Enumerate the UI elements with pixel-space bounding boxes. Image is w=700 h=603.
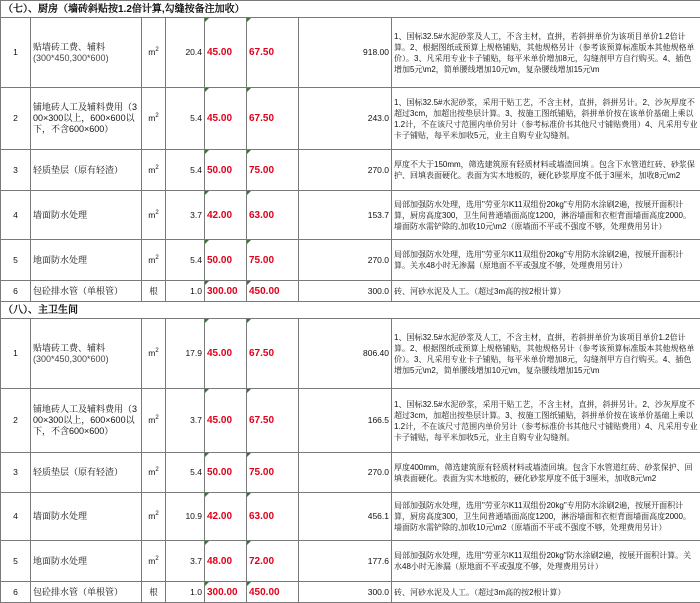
section-title: （八）、主卫生间 [1, 302, 700, 319]
total-cell[interactable]: 300.0 [299, 281, 392, 302]
quantity-cell[interactable]: 5.4 [166, 453, 205, 493]
marked-price-cell[interactable]: 63.00 [247, 493, 299, 541]
unit-superscript: 2 [155, 511, 158, 517]
marked-price-cell[interactable]: 67.50 [247, 319, 299, 389]
item-name-cell[interactable] [31, 389, 142, 453]
item-number-cell[interactable]: 4 [1, 191, 31, 240]
unit-text: m [148, 210, 155, 220]
item-name: 贴墙砖工费、辅料 [33, 42, 105, 52]
unit-text: m [148, 255, 155, 265]
unit-cell[interactable] [142, 582, 166, 603]
marked-price-cell[interactable]: 75.00 [247, 240, 299, 281]
remarks-cell[interactable]: 1、国标32.5#水泥砂浆，采用干贴工艺，不含主材，直拼，斜拼另计。2、沙灰厚度不超过3cm，加超出按垫层计算。3、按施工图纸铺贴，斜拼单价按在该单价基础上乘以1.2计，不在该尺寸范围内单价另计（参考标准价书其他尺寸铺贴费用）4、凡采用专业卡子铺贴，每平米加收5元，业主自购专业勾缝剂。 [392, 88, 700, 150]
unit-cell[interactable] [142, 18, 166, 88]
unit-cell[interactable] [142, 493, 166, 541]
quantity-cell[interactable]: 3.7 [166, 191, 205, 240]
unit-superscript: 2 [155, 348, 158, 354]
unit-superscript: 2 [155, 47, 158, 53]
total-cell[interactable]: 243.0 [299, 88, 392, 150]
table-row[interactable] [1, 88, 700, 150]
unit-price-cell[interactable]: 42.00 [205, 191, 247, 240]
item-name: 墙面防水处理 [33, 511, 87, 521]
marked-price-cell[interactable]: 450.00 [247, 281, 299, 302]
remarks-cell[interactable]: 1、国标32.5#水泥砂浆及人工，不含主材，直拼，若斜拼单价为该项目单价1.2倍计算。2、根据图纸或预算上规格铺贴，其他规格另计（参考该预算标准版本其他规格单价）。3、凡采用专业卡子铺贴，每平米单价增加8元，勾缝剂甲方自行购买。4、插色增加5元\m2，简单腰线增加10元\m，复杂腰线增加15元\m [392, 18, 700, 88]
section-title: （七）、厨房（墙砖斜贴按1.2倍计算,勾缝按备注加收） [1, 1, 700, 18]
unit-text: m [148, 415, 155, 425]
item-name: 地面防水处理 [33, 255, 87, 265]
table-row[interactable] [1, 319, 700, 389]
table-row[interactable] [1, 240, 700, 281]
item-name: 铺地砖人工及辅料费用（300×300以上，600×600以下，不含600×600） [33, 102, 137, 134]
unit-superscript: 2 [155, 467, 158, 473]
total-cell[interactable]: 300.0 [299, 582, 392, 603]
item-number-cell[interactable]: 4 [1, 493, 31, 541]
unit-price-cell[interactable]: 48.00 [205, 541, 247, 582]
unit-cell[interactable] [142, 150, 166, 191]
unit-price-cell[interactable]: 45.00 [205, 319, 247, 389]
quantity-cell[interactable]: 1.0 [166, 281, 205, 302]
item-name-cell[interactable] [31, 582, 142, 603]
unit-price-cell[interactable]: 45.00 [205, 88, 247, 150]
unit-text: 根 [149, 286, 158, 296]
remarks-cell[interactable]: 局部加强防水处理，选用"劳亚尔K11双组份20kg"专用防水涂刷2遍，按展开面积计算。关水48小时无渗漏（原地面不平或强度不够，处理费用另计） [392, 240, 700, 281]
unit-superscript: 2 [155, 113, 158, 119]
marked-price-cell[interactable]: 67.50 [247, 389, 299, 453]
quantity-cell[interactable]: 5.4 [166, 88, 205, 150]
quantity-cell[interactable]: 1.0 [166, 582, 205, 603]
unit-text: m [148, 47, 155, 57]
unit-cell[interactable] [142, 389, 166, 453]
quote-table-body [1, 1, 700, 603]
quantity-cell[interactable]: 5.4 [166, 150, 205, 191]
remarks-cell[interactable]: 厚度400mm，筛选建筑原有轻质材料或墙渣回填。包含下水管道红砖、砂浆保护、回填表面硬化。表面为实木地板的，硬化砂浆厚度不低于3厘米，加收8元\m2 [392, 453, 700, 493]
item-name-cell[interactable] [31, 281, 142, 302]
unit-text: 根 [149, 587, 158, 597]
item-name-cell[interactable] [31, 150, 142, 191]
total-cell[interactable]: 177.6 [299, 541, 392, 582]
total-cell[interactable]: 270.0 [299, 240, 392, 281]
unit-price-cell[interactable]: 50.00 [205, 453, 247, 493]
unit-superscript: 2 [155, 415, 158, 421]
unit-superscript: 2 [155, 165, 158, 171]
total-cell[interactable]: 270.0 [299, 453, 392, 493]
total-cell[interactable]: 166.5 [299, 389, 392, 453]
item-number-cell[interactable]: 6 [1, 281, 31, 302]
item-spec: (300*450,300*600) [33, 53, 109, 63]
unit-price-cell[interactable]: 45.00 [205, 389, 247, 453]
unit-price-cell[interactable]: 300.00 [205, 281, 247, 302]
table-row[interactable] [1, 150, 700, 191]
unit-text: m [148, 467, 155, 477]
total-cell[interactable]: 918.00 [299, 18, 392, 88]
total-cell[interactable]: 153.7 [299, 191, 392, 240]
item-number-cell[interactable]: 2 [1, 389, 31, 453]
marked-price-cell[interactable]: 72.00 [247, 541, 299, 582]
quantity-cell[interactable]: 17.9 [166, 319, 205, 389]
item-name: 包砼排水管（单根管） [33, 587, 123, 597]
unit-price-cell[interactable]: 45.00 [205, 18, 247, 88]
quantity-cell[interactable]: 3.7 [166, 541, 205, 582]
item-number-cell[interactable]: 1 [1, 319, 31, 389]
item-name-cell[interactable] [31, 541, 142, 582]
table-row[interactable] [1, 281, 700, 302]
marked-price-cell[interactable]: 450.00 [247, 582, 299, 603]
unit-cell[interactable] [142, 240, 166, 281]
unit-cell[interactable] [142, 191, 166, 240]
table-row[interactable] [1, 389, 700, 453]
remarks-cell[interactable]: 局部加强防水处理，选用"劳亚尔K11双组份20kg"专用防水涂刷2遍，按展开面积计算，厨房高度300，卫生间普通墙面高度1200，淋浴墙面和衣柜背面墙面高度2000。墙面防水需铲除的,加收10元\m2（原墙面不平或不强度不够，处理费用另计） [392, 493, 700, 541]
marked-price-cell[interactable]: 63.00 [247, 191, 299, 240]
remarks-cell[interactable]: 1、国标32.5#水泥砂浆，采用干贴工艺，不含主材，直拼，斜拼另计。2、沙灰厚度不超过3cm，加超出按垫层计算。3、按施工图纸铺贴，斜拼单价按在该单价基础上乘以1.2计，不在该尺寸范围内单价另计（参考标准价书其他尺寸铺贴费用）4、凡采用专业卡子铺贴，每平米加收5元，业主自购专业勾缝剂。 [392, 389, 700, 453]
marked-price-cell[interactable]: 75.00 [247, 453, 299, 493]
remarks-cell[interactable]: 局部加强防水处理，选用"劳亚尔K11双组份20kg"防水涂刷2遍，按展开面积计算。关水48小时无渗漏（原地面不平或强度不够，处理费用另计） [392, 541, 700, 582]
item-name: 包砼排水管（单根管） [33, 286, 123, 296]
marked-price-cell[interactable]: 67.50 [247, 88, 299, 150]
quantity-cell[interactable]: 10.9 [166, 493, 205, 541]
unit-cell[interactable] [142, 453, 166, 493]
item-number-cell[interactable]: 6 [1, 582, 31, 603]
unit-text: m [148, 348, 155, 358]
table-row[interactable] [1, 582, 700, 603]
item-spec: (300*450,300*600) [33, 354, 109, 364]
quantity-cell[interactable]: 5.4 [166, 240, 205, 281]
unit-text: m [148, 511, 155, 521]
item-number-cell[interactable]: 1 [1, 18, 31, 88]
remarks-cell[interactable]: 1、国标32.5#水泥砂浆及人工，不含主材，直拼，若斜拼单价为该项目单价1.2倍计算。2、根据图纸或预算上规格铺贴，其他规格另计（参考该预算标准版本其他规格单价）。3、凡采用专业卡子铺贴，每平米单价增加8元，勾缝剂甲方自行购买。4、插色增加5元\m2，简单腰线增加10元\m，复杂腰线增加15元\m [392, 319, 700, 389]
item-name: 地面防水处理 [33, 556, 87, 566]
item-number-cell[interactable]: 2 [1, 88, 31, 150]
unit-text: m [148, 113, 155, 123]
item-name-cell[interactable] [31, 240, 142, 281]
remarks-cell[interactable]: 砖、河砂水泥及人工。（超过3m高的按2根计算） [392, 281, 700, 302]
table-row[interactable] [1, 453, 700, 493]
unit-cell[interactable] [142, 88, 166, 150]
remarks-cell[interactable]: 砖、河砂水泥及人工。（超过3m高的按2根计算） [392, 582, 700, 603]
item-number-cell[interactable]: 3 [1, 150, 31, 191]
item-name-cell[interactable] [31, 493, 142, 541]
unit-superscript: 2 [155, 255, 158, 261]
item-number-cell[interactable]: 5 [1, 240, 31, 281]
unit-price-cell[interactable]: 300.00 [205, 582, 247, 603]
total-cell[interactable]: 806.40 [299, 319, 392, 389]
item-name: 轻质垫层（原有轻渣） [33, 165, 123, 175]
unit-text: m [148, 165, 155, 175]
item-number-cell[interactable]: 3 [1, 453, 31, 493]
unit-price-cell[interactable]: 50.00 [205, 150, 247, 191]
quantity-cell[interactable]: 3.7 [166, 389, 205, 453]
unit-text: m [148, 556, 155, 566]
item-name-cell[interactable] [31, 88, 142, 150]
marked-price-cell[interactable]: 75.00 [247, 150, 299, 191]
unit-cell[interactable] [142, 541, 166, 582]
total-cell[interactable]: 270.0 [299, 150, 392, 191]
marked-price-cell[interactable]: 67.50 [247, 18, 299, 88]
item-name: 贴墙砖工费、辅料 [33, 343, 105, 353]
unit-cell[interactable] [142, 281, 166, 302]
item-name-cell[interactable] [31, 191, 142, 240]
table-row[interactable] [1, 191, 700, 240]
item-name-cell[interactable] [31, 453, 142, 493]
table-row[interactable] [1, 541, 700, 582]
section-header-row [1, 302, 700, 319]
unit-superscript: 2 [155, 210, 158, 216]
quantity-cell[interactable]: 20.4 [166, 18, 205, 88]
remarks-cell[interactable]: 局部加强防水处理，选用"劳亚尔K11双组份20kg"专用防水涂刷2遍，按展开面积计算，厨房高度300，卫生间普通墙面高度1200，淋浴墙面和衣柜背面墙面高度2000。墙面防水需铲除的,加收10元\m2（原墙面不平或不强度不够，处理费用另计） [392, 191, 700, 240]
remarks-cell[interactable]: 厚度不大于150mm，筛选建筑原有轻质材料或墙渣回填 。包含下水管道红砖、砂浆保护、回填表面硬化。表面为实木地板的，硬化砂浆厚度不低于3厘米，加收8元\m2 [392, 150, 700, 191]
total-cell[interactable]: 456.1 [299, 493, 392, 541]
item-name: 墙面防水处理 [33, 210, 87, 220]
table-row[interactable] [1, 18, 700, 88]
section-header-row [1, 1, 700, 18]
item-name: 铺地砖人工及辅料费用（300×300以上，600×600以下，不含600×600） [33, 404, 137, 436]
unit-price-cell[interactable]: 50.00 [205, 240, 247, 281]
unit-cell[interactable] [142, 319, 166, 389]
unit-superscript: 2 [155, 556, 158, 562]
item-name: 轻质垫层（原有轻渣） [33, 467, 123, 477]
item-name-cell[interactable] [31, 319, 142, 389]
item-number-cell[interactable]: 5 [1, 541, 31, 582]
table-row[interactable] [1, 493, 700, 541]
item-name-cell[interactable] [31, 18, 142, 88]
unit-price-cell[interactable]: 42.00 [205, 493, 247, 541]
